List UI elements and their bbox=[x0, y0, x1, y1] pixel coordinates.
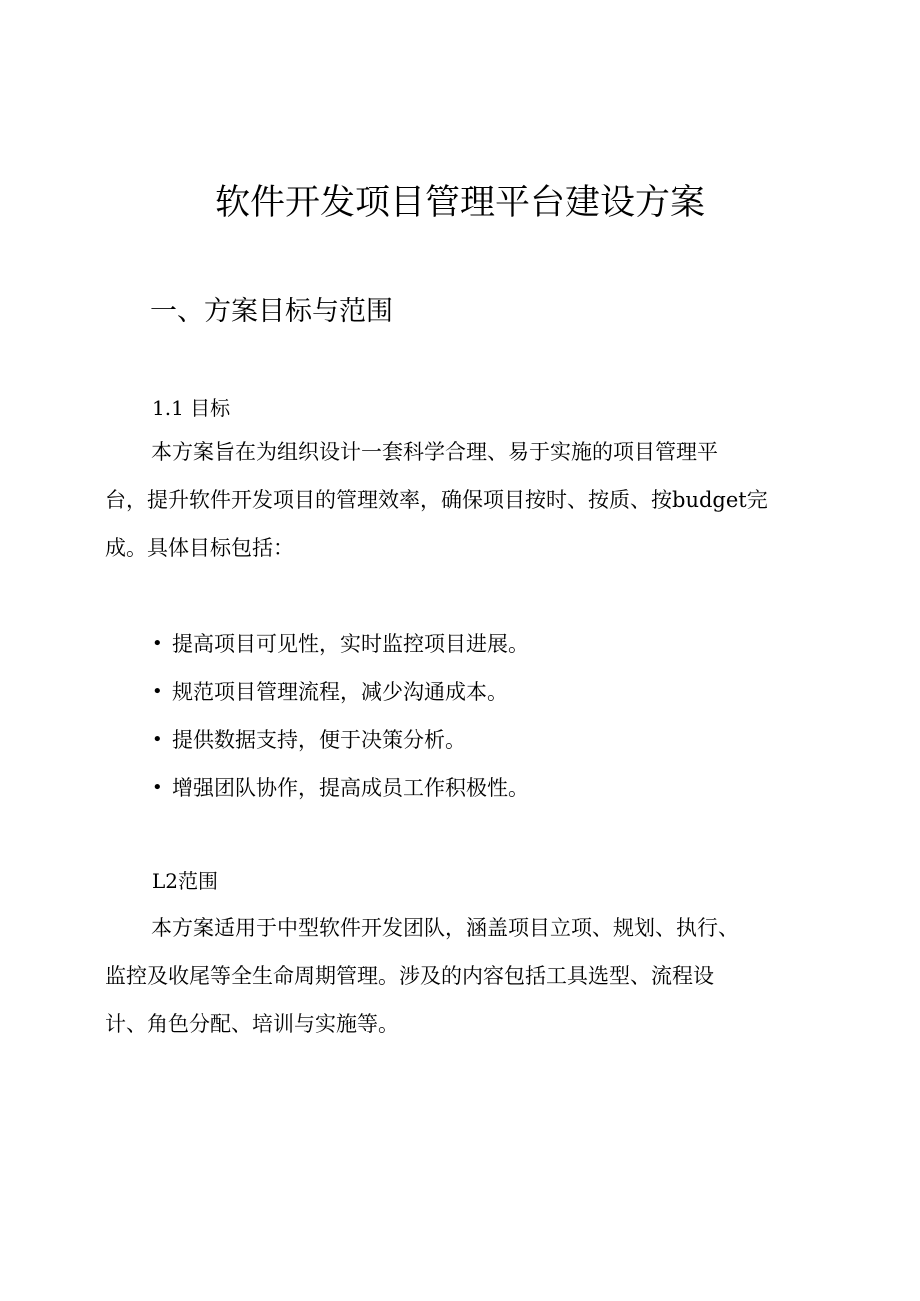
list-item-text: 规范项目管理流程，减少沟通成本。 bbox=[172, 680, 508, 704]
list-item bbox=[152, 620, 529, 668]
bullet-icon: • bbox=[152, 633, 163, 654]
document-title: 软件开发项目管理平台建设方案 bbox=[214, 183, 705, 223]
subsection-heading-1-2: L2范围 bbox=[152, 869, 219, 893]
paragraph-line: 成。具体目标包括： bbox=[105, 536, 294, 560]
paragraph-line: 本方案适用于中型软件开发团队，涵盖项目立项、规划、执行、 bbox=[151, 916, 739, 940]
list-item-text: 增强团队协作，提高成员工作积极性。 bbox=[172, 776, 529, 800]
section-heading-1: 一、方案目标与范围 bbox=[150, 296, 393, 327]
list-item bbox=[152, 716, 529, 764]
bullet-icon: • bbox=[152, 777, 163, 798]
bullet-icon: • bbox=[152, 729, 163, 750]
paragraph-line: 监控及收尾等全生命周期管理。涉及的内容包括工具选型、流程设 bbox=[105, 964, 714, 988]
list-item-text: 提高项目可见性，实时监控项目进展。 bbox=[172, 632, 529, 656]
list-item bbox=[152, 668, 529, 716]
subsection-heading-1-1: 1.1 目标 bbox=[152, 396, 231, 420]
paragraph-scope bbox=[105, 904, 825, 1048]
paragraph-line: 本方案旨在为组织设计一套科学合理、易于实施的项目管理平 bbox=[151, 440, 718, 464]
goal-list bbox=[152, 620, 529, 812]
list-item bbox=[152, 764, 529, 812]
paragraph-goals bbox=[105, 428, 825, 572]
paragraph-line: 台，提升软件开发项目的管理效率，确保项目按时、按质、按budget完 bbox=[105, 488, 768, 512]
list-item-text: 提供数据支持，便于决策分析。 bbox=[172, 728, 466, 752]
bullet-icon: • bbox=[152, 681, 163, 702]
paragraph-line: 计、角色分配、培训与实施等。 bbox=[105, 1012, 399, 1036]
